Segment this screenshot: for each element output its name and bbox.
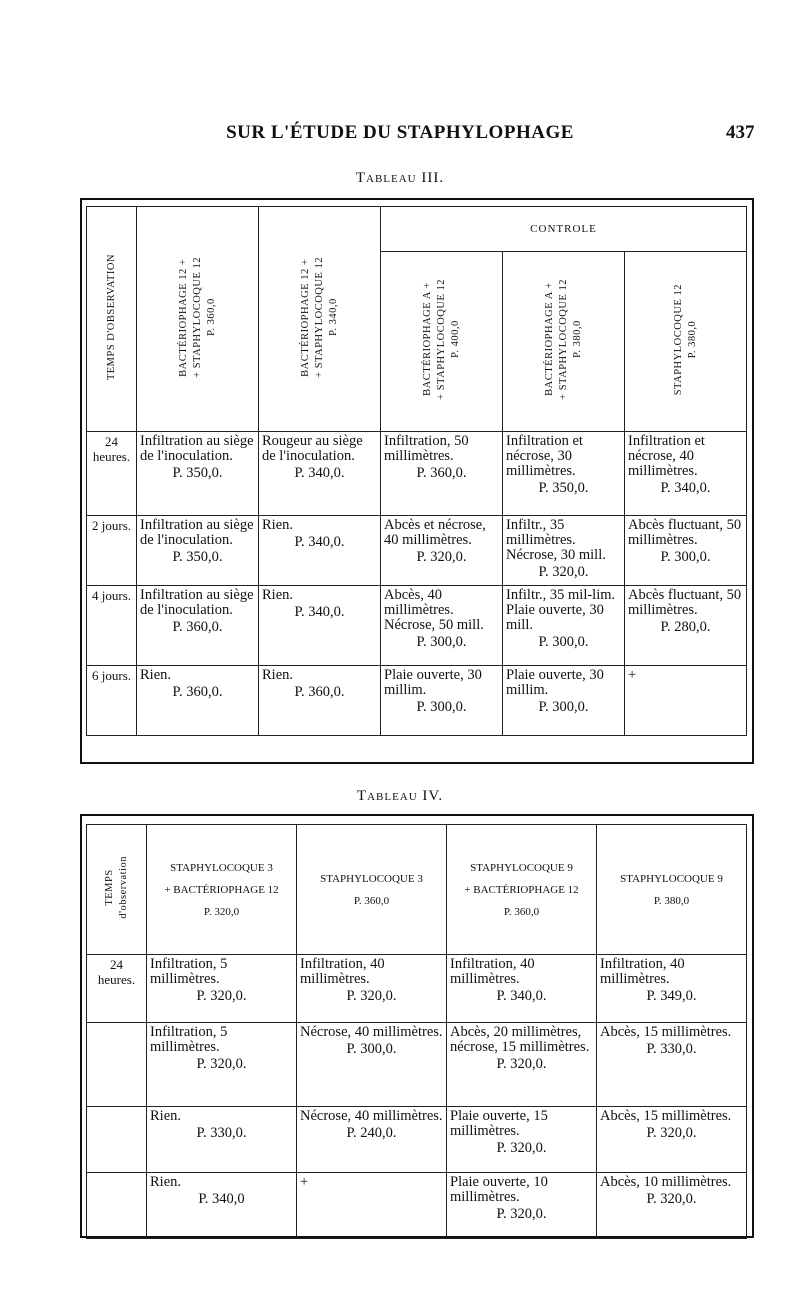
observation-cell <box>137 516 259 586</box>
observation-cell <box>447 1107 597 1173</box>
observation-cell <box>147 1023 297 1107</box>
observation-cell <box>503 586 625 666</box>
time-cell: 4 jours. <box>87 586 137 666</box>
observation-text: Rien. <box>262 667 294 683</box>
weight-text: P. 340,0. <box>660 480 711 496</box>
weight-text: P. 340,0. <box>294 534 345 550</box>
observation-cell <box>297 1023 447 1107</box>
observation-text: Rien. <box>262 517 294 533</box>
table4-time-header: TEMPS d'observation <box>87 825 147 955</box>
observation-text: Infiltr., 35 mil-lim. Plaie ouverte, 30 mill. <box>506 587 616 633</box>
time-cell <box>87 1107 147 1173</box>
observation-cell <box>297 955 447 1023</box>
weight-text: P. 340,0 <box>198 1191 245 1207</box>
weight-text: P. 360,0. <box>416 465 467 481</box>
table-row <box>87 586 747 666</box>
table3-time-header: TEMPS D'OBSERVATION <box>87 207 137 432</box>
weight-text: P. 320,0. <box>496 1206 547 1222</box>
table4-col-header: STAPHYLOCOQUE 9 P. 380,0 <box>597 825 747 955</box>
table3-col-header: BACTÉRIOPHAGE A + + STAPHYLOCOQUE 12 P. 380,0 <box>503 252 625 432</box>
weight-text: P. 330,0. <box>196 1125 247 1141</box>
weight-text: P. 320,0. <box>196 988 247 1004</box>
observation-cell <box>625 666 747 736</box>
observation-cell <box>381 666 503 736</box>
observation-text: Rougeur au siège de l'inoculation. <box>262 433 363 464</box>
table-row <box>87 432 747 516</box>
weight-text: P. 320,0. <box>538 564 589 580</box>
observation-cell <box>447 1023 597 1107</box>
table-row <box>87 1107 747 1173</box>
observation-cell <box>625 586 747 666</box>
table4-col-header: STAPHYLOCOQUE 3 + BACTÉRIOPHAGE 12 P. 320,0 <box>147 825 297 955</box>
observation-text: Infiltration, 40 millimètres. <box>450 956 535 987</box>
weight-text: P. 330,0. <box>646 1041 697 1057</box>
time-cell <box>87 1173 147 1239</box>
observation-cell <box>503 432 625 516</box>
observation-text: Infiltration, 5 millimètres. <box>150 1024 228 1055</box>
observation-cell <box>625 432 747 516</box>
observation-text: Infiltration, 40 millimètres. <box>600 956 685 987</box>
observation-cell <box>137 432 259 516</box>
table4-col-header: STAPHYLOCOQUE 9 + BACTÉRIOPHAGE 12 P. 360,0 <box>447 825 597 955</box>
observation-cell <box>147 955 297 1023</box>
observation-cell <box>147 1107 297 1173</box>
observation-text: + <box>628 667 637 683</box>
observation-text: Infiltration, 5 millimètres. <box>150 956 228 987</box>
running-title: SUR L'ÉTUDE DU STAPHYLOPHAGE <box>226 122 574 143</box>
observation-cell <box>381 516 503 586</box>
observation-text: Rien. <box>150 1108 182 1124</box>
observation-cell <box>259 516 381 586</box>
observation-text: Abcès fluctuant, 50 millimètres. <box>628 587 742 618</box>
observation-cell <box>597 1107 747 1173</box>
weight-text: P. 300,0. <box>660 549 711 565</box>
weight-text: P. 300,0. <box>538 634 589 650</box>
observation-cell <box>625 516 747 586</box>
observation-cell <box>259 666 381 736</box>
observation-cell <box>447 1173 597 1239</box>
table3-col-header: BACTÉRIOPHAGE 12 + + STAPHYLOCOQUE 12 P. 340,0 <box>259 207 381 432</box>
observation-cell <box>259 586 381 666</box>
weight-text: P. 320,0. <box>196 1056 247 1072</box>
weight-text: P. 360,0. <box>172 619 223 635</box>
time-cell: 24 heures. <box>87 955 147 1023</box>
time-cell <box>87 1023 147 1107</box>
weight-text: P. 280,0. <box>660 619 711 635</box>
weight-text: P. 340,0. <box>496 988 547 1004</box>
page-number: 437 <box>726 122 755 143</box>
weight-text: P. 360,0. <box>172 684 223 700</box>
weight-text: P. 300,0. <box>538 699 589 715</box>
observation-text: Abcès et nécrose, 40 millimètres. <box>384 517 486 548</box>
observation-cell <box>137 586 259 666</box>
observation-text: Infiltration, 50 millimètres. <box>384 433 469 464</box>
weight-text: P. 349,0. <box>646 988 697 1004</box>
observation-cell <box>259 432 381 516</box>
observation-text: Abcès fluctuant, 50 millimètres. <box>628 517 742 548</box>
observation-text: Abcès, 15 millimètres. <box>600 1024 732 1040</box>
observation-text: Abcès, 10 millimètres. <box>600 1174 732 1190</box>
observation-text: + <box>300 1174 309 1190</box>
observation-cell <box>503 516 625 586</box>
observation-cell <box>503 666 625 736</box>
observation-text: Infiltration et nécrose, 40 millimètres. <box>628 433 705 479</box>
observation-cell <box>597 1023 747 1107</box>
observation-cell <box>137 666 259 736</box>
time-cell: 2 jours. <box>87 516 137 586</box>
observation-text: Infiltration au siège de l'inoculation. <box>140 517 254 548</box>
weight-text: P. 300,0. <box>416 699 467 715</box>
observation-cell <box>447 955 597 1023</box>
observation-text: Infiltration, 40 millimètres. <box>300 956 385 987</box>
table3-col-header: BACTÉRIOPHAGE 12 + + STAPHYLOCOQUE 12 P. 360,0 <box>137 207 259 432</box>
observation-cell <box>597 955 747 1023</box>
weight-text: P. 300,0. <box>416 634 467 650</box>
observation-cell <box>597 1173 747 1239</box>
weight-text: P. 320,0. <box>646 1191 697 1207</box>
observation-text: Infiltr., 35 millimètres. Nécrose, 30 mill. <box>506 517 606 563</box>
weight-text: P. 320,0. <box>496 1140 547 1156</box>
observation-text: Abcès, 40 millimètres. Nécrose, 50 mill. <box>384 587 484 633</box>
table3-body <box>87 432 747 736</box>
observation-text: Rien. <box>262 587 294 603</box>
observation-cell <box>381 432 503 516</box>
time-cell: 6 jours. <box>87 666 137 736</box>
observation-text: Infiltration au siège de l'inoculation. <box>140 433 254 464</box>
table4-col-header: STAPHYLOCOQUE 3 P. 360,0 <box>297 825 447 955</box>
table3-caption: Tableau III. <box>355 170 445 186</box>
weight-text: P. 350,0. <box>538 480 589 496</box>
table3-col-header: STAPHYLOCOQUE 12 P. 380,0 <box>625 252 747 432</box>
observation-text: Infiltration et nécrose, 30 millimètres. <box>506 433 583 479</box>
observation-text: Infiltration au siège de l'inoculation. <box>140 587 254 618</box>
observation-text: Plaie ouverte, 15 millimètres. <box>450 1108 548 1139</box>
observation-cell <box>381 586 503 666</box>
weight-text: P. 350,0. <box>172 465 223 481</box>
weight-text: P. 320,0. <box>496 1056 547 1072</box>
table-row <box>87 1173 747 1239</box>
observation-cell <box>297 1107 447 1173</box>
observation-text: Nécrose, 40 millimètres. <box>300 1024 443 1040</box>
table3 <box>86 206 747 736</box>
observation-text: Plaie ouverte, 30 millim. <box>384 667 482 698</box>
table4-caption: Tableau IV. <box>356 788 444 804</box>
table4-body <box>87 955 747 1239</box>
weight-text: P. 340,0. <box>294 465 345 481</box>
observation-text: Plaie ouverte, 30 millim. <box>506 667 604 698</box>
weight-text: P. 340,0. <box>294 604 345 620</box>
weight-text: P. 240,0. <box>346 1125 397 1141</box>
weight-text: P. 320,0. <box>346 988 397 1004</box>
table-row <box>87 955 747 1023</box>
observation-text: Rien. <box>140 667 172 683</box>
weight-text: P. 320,0. <box>646 1125 697 1141</box>
observation-cell <box>297 1173 447 1239</box>
table-row <box>87 516 747 586</box>
observation-text: Abcès, 20 millimètres, nécrose, 15 millimètres. <box>450 1024 590 1055</box>
weight-text: P. 360,0. <box>294 684 345 700</box>
observation-text: Abcès, 15 millimètres. <box>600 1108 732 1124</box>
table3-col-header: BACTÉRIOPHAGE A + + STAPHYLOCOQUE 12 P. 400,0 <box>381 252 503 432</box>
observation-cell <box>147 1173 297 1239</box>
observation-text: Plaie ouverte, 10 millimètres. <box>450 1174 548 1205</box>
weight-text: P. 350,0. <box>172 549 223 565</box>
observation-text: Rien. <box>150 1174 182 1190</box>
weight-text: P. 320,0. <box>416 549 467 565</box>
control-group-header: CONTROLE <box>381 207 747 252</box>
weight-text: P. 300,0. <box>346 1041 397 1057</box>
time-cell: 24 heures. <box>87 432 137 516</box>
observation-text: Nécrose, 40 millimètres. <box>300 1108 443 1124</box>
table-row <box>87 1023 747 1107</box>
table4 <box>86 824 747 1239</box>
table-row <box>87 666 747 736</box>
